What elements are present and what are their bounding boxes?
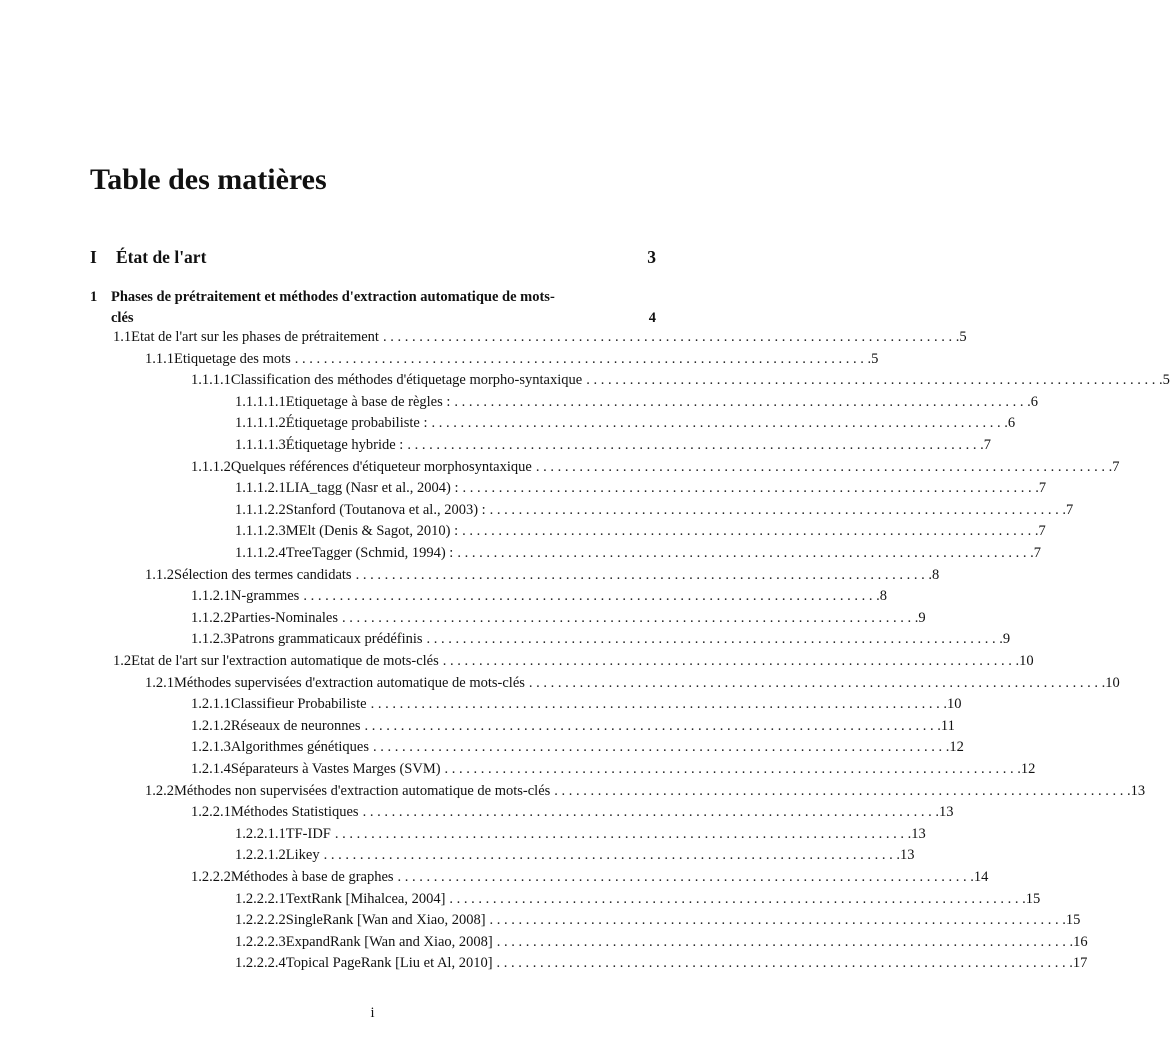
entry-number: 1.1.1.2.2 xyxy=(235,501,286,518)
entry-number: 1.1.2.2 xyxy=(191,609,231,626)
dot-leader: . . . . . . . . . . . . . . . . . . . . . . . . . . . . . . . . . . . . . . . . . . . . . . . . . . . . . . . . . . . . . . . . . . . . . . . . . . . . . . . . xyxy=(528,674,1106,691)
entry-number: 1.1 xyxy=(113,329,132,345)
entry-number: 1.1.1.1 xyxy=(191,372,231,389)
entry-title: Méthodes supervisées d'extraction automatique de mots-clés xyxy=(174,674,525,691)
part-number: I xyxy=(90,247,97,267)
entry-number: 1.1.2 xyxy=(145,566,174,583)
entry-title: TF-IDF xyxy=(285,825,331,842)
entry-page: 7 xyxy=(1038,523,1046,540)
toc-entry[interactable] xyxy=(235,415,1016,435)
toc-entry[interactable] xyxy=(235,545,1041,565)
entry-page: 17 xyxy=(1072,955,1088,972)
dot-leader: . . . . . . . . . . . . . . . . . . . . . . . . . . . . . . . . . . . . . . . . . . . . . . . . . . . . . . . . . . . . . . . . . . . . . . . . . . . . . . . . xyxy=(334,825,912,842)
entry-title: Etat de l'art sur l'extraction automatique de mots-clés xyxy=(131,653,439,669)
entry-title: Séparateurs à Vastes Marges (SVM) xyxy=(230,761,441,777)
entry-page: 7 xyxy=(1038,480,1047,497)
entry-title: Classifieur Probabiliste xyxy=(230,696,367,713)
entry-page: 7 xyxy=(1033,545,1041,561)
toc-entry[interactable] xyxy=(235,393,1039,414)
dot-leader: . . . . . . . . . . . . . . . . . . . . . . . . . . . . . . . . . . . . . . . . . . . . . . . . . . . . . . . . . . . . . . . . . . . . . . . . . . . . . . . . xyxy=(373,739,950,756)
entry-number: 1.2.1.4 xyxy=(191,761,231,777)
entry-page: 16 xyxy=(1073,933,1088,950)
entry-title: Etat de l'art sur les phases de prétraitement xyxy=(131,329,379,345)
entry-title: Etiquetage à base de règles : xyxy=(285,393,451,410)
entry-number: 1.2.2.2.3 xyxy=(235,933,286,950)
entry-page: 6 xyxy=(1030,393,1039,410)
dot-leader: . . . . . . . . . . . . . . . . . . . . . . . . . . . . . . . . . . . . . . . . . . . . . . . . . . . . . . . . . . . . . . . . . . . . . . . . . . . . . . . . xyxy=(407,437,984,453)
dot-leader: . . . . . . . . . . . . . . . . . . . . . . . . . . . . . . . . . . . . . . . . . . . . . . . . . . . . . . . . . . . . . . . . . . . . . . . . . . . . . . . . xyxy=(444,761,1021,777)
toc-part-entry[interactable] xyxy=(90,247,656,268)
dot-leader: . . . . . . . . . . . . . . . . . . . . . . . . . . . . . . . . . . . . . . . . . . . . . . . . . . . . . . . . . . . . . . . . . . . . . . . . . . . . . . . . xyxy=(397,869,974,885)
entry-page: 12 xyxy=(949,739,964,756)
entry-title: Méthodes à base de graphes xyxy=(230,869,394,885)
toc-entry[interactable] xyxy=(235,825,926,846)
entry-title: Quelques références d'étiqueteur morphosyntaxique xyxy=(230,458,532,475)
entry-title: Likey xyxy=(285,847,320,864)
entry-number: 1.2.1.3 xyxy=(191,739,231,756)
dot-leader: . . . . . . . . . . . . . . . . . . . . . . . . . . . . . . . . . . . . . . . . . . . . . . . . . . . . . . . . . . . . . . . . . . . . . . . . . . . . . . . . xyxy=(496,933,1074,950)
dot-leader: . . . . . . . . . . . . . . . . . . . . . . . . . . . . . . . . . . . . . . . . . . . . . . . . . . . . . . . . . . . . . . . . . . . . . . . . . . . . . . . . xyxy=(323,847,900,864)
dot-leader: . . . . . . . . . . . . . . . . . . . . . . . . . . . . . . . . . . . . . . . . . . . . . . . . . . . . . . . . . . . . . . . . . . . . . . . . . . . . . . . . xyxy=(303,588,880,605)
entry-number: 1.2.2.1.2 xyxy=(235,847,286,864)
entry-number: 1.2.2.1.1 xyxy=(235,825,286,842)
entry-number: 1.1.1.2.4 xyxy=(235,545,286,561)
entry-page: 15 xyxy=(1065,912,1081,929)
entry-number: 1.1.2.3 xyxy=(191,631,231,648)
entry-page: 13 xyxy=(938,804,954,821)
dot-leader: . . . . . . . . . . . . . . . . . . . . . . . . . . . . . . . . . . . . . . . . . . . . . . . . . . . . . . . . . . . . . . . . . . . . . . . . . . . . . . . . xyxy=(489,501,1067,518)
dot-leader: . . . . . . . . . . . . . . . . . . . . . . . . . . . . . . . . . . . . . . . . . . . . . . . . . . . . . . . . . . . . . . . . . . . . . . . . . . . . . . . . xyxy=(442,653,1020,669)
chapter-page: 4 xyxy=(648,310,656,326)
toc-entry[interactable] xyxy=(113,653,1034,673)
toc-entry[interactable] xyxy=(191,458,1120,479)
toc-entry[interactable] xyxy=(145,566,940,587)
entry-title: Patrons grammaticaux prédéfinis xyxy=(230,631,423,648)
dot-leader: . . . . . . . . . . . . . . . . . . . . . . . . . . . . . . . . . . . . . . . . . . . . . . . . . . . . . . . . . . . . . . . . . . . . . . . . . . . . . . . . xyxy=(489,912,1066,929)
entry-title: ExpandRank [Wan and Xiao, 2008] xyxy=(285,933,493,950)
entry-number: 1.2.2.2.2 xyxy=(235,912,286,929)
entry-number: 1.2.1.1 xyxy=(191,696,231,713)
dot-leader: . . . . . . . . . . . . . . . . . . . . . . . . . . . . . . . . . . . . . . . . . . . . . . . . . . . . . . . . . . . . . . . . . . . . . . . . . . . . . . . . xyxy=(426,631,1003,648)
dot-leader: . . . . . . . . . . . . . . . . . . . . . . . . . . . . . . . . . . . . . . . . . . . . . . . . . . . . . . . . . . . . . . . . . . . . . . . . . . . . . . . . xyxy=(449,890,1026,907)
entry-number: 1.2.1.2 xyxy=(191,717,231,734)
toc-entry[interactable] xyxy=(235,955,1088,975)
entry-page: 7 xyxy=(1112,458,1120,475)
entry-page: 13 xyxy=(1130,782,1146,799)
part-page: 3 xyxy=(647,247,656,267)
toc-entry[interactable] xyxy=(235,523,1046,543)
entry-number: 1.1.1.2.1 xyxy=(235,480,286,497)
dot-leader: . . . . . . . . . . . . . . . . . . . . . . . . . . . . . . . . . . . . . . . . . . . . . . . . . . . . . . . . . . . . . . . . . . . . . . . . . . . . . . . . xyxy=(462,480,1039,497)
dot-leader: . . . . . . . . . . . . . . . . . . . . . . . . . . . . . . . . . . . . . . . . . . . . . . . . . . . . . . . . . . . . . . . . . . . . . . . . . . . . . . . . xyxy=(370,696,947,713)
entry-title: SingleRank [Wan and Xiao, 2008] xyxy=(285,912,486,929)
dot-leader: . . . . . . . . . . . . . . . . . . . . . . . . . . . . . . . . . . . . . . . . . . . . . . . . . . . . . . . . . . . . . . . . . . . . . . . . . . . . . . . . xyxy=(454,393,1031,410)
page-title: Table des matières xyxy=(90,163,327,196)
entry-number: 1.1.1.2.3 xyxy=(235,523,286,540)
toc-entry[interactable] xyxy=(235,890,1041,911)
entry-page: 11 xyxy=(940,717,955,734)
entry-title: Topical PageRank [Liu et Al, 2010] xyxy=(285,955,493,972)
entry-title: Étiquetage hybride : xyxy=(285,437,404,453)
entry-page: 5 xyxy=(1162,372,1170,389)
entry-title: Méthodes Statistiques xyxy=(230,804,359,821)
entry-title: Sélection des termes candidats xyxy=(174,566,352,583)
entry-title: Réseaux de neuronnes xyxy=(230,717,361,734)
chapter-title-line2: clés xyxy=(111,310,134,326)
dot-leader: . . . . . . . . . . . . . . . . . . . . . . . . . . . . . . . . . . . . . . . . . . . . . . . . . . . . . . . . . . . . . . . . . . . . . . . . . . . . . . . . xyxy=(342,609,919,626)
dot-leader: . . . . . . . . . . . . . . . . . . . . . . . . . . . . . . . . . . . . . . . . . . . . . . . . . . . . . . . . . . . . . . . . . . . . . . . . . . . . . . . . xyxy=(462,523,1039,540)
toc-entry[interactable] xyxy=(145,674,1120,695)
entry-page: 8 xyxy=(879,588,887,605)
entry-number: 1.2.2.2.1 xyxy=(235,890,286,907)
dot-leader: . . . . . . . . . . . . . . . . . . . . . . . . . . . . . . . . . . . . . . . . . . . . . . . . . . . . . . . . . . . . . . . . . . . . . . . . . . . . . . . . xyxy=(431,415,1008,432)
entry-number: 1.1.1 xyxy=(145,350,174,367)
dot-leader: . . . . . . . . . . . . . . . . . . . . . . . . . . . . . . . . . . . . . . . . . . . . . . . . . . . . . . . . . . . . . . . . . . . . . . . . . . . . . . . . xyxy=(294,350,872,367)
entry-page: 5 xyxy=(871,350,879,367)
entry-page: 13 xyxy=(911,825,926,842)
toc-entry[interactable] xyxy=(145,782,1146,803)
entry-title: Stanford (Toutanova et al., 2003) : xyxy=(285,501,486,518)
dot-leader: . . . . . . . . . . . . . . . . . . . . . . . . . . . . . . . . . . . . . . . . . . . . . . . . . . . . . . . . . . . . . . . . . . . . . . . . . . . . . . . . xyxy=(457,545,1034,561)
entry-number: 1.2.2 xyxy=(145,782,174,799)
entry-page: 15 xyxy=(1025,890,1041,907)
entry-page: 7 xyxy=(983,437,991,453)
entry-number: 1.1.1.1.3 xyxy=(235,437,286,453)
entry-number: 1.1.1.2 xyxy=(191,458,231,475)
entry-page: 10 xyxy=(1019,653,1034,669)
dot-leader: . . . . . . . . . . . . . . . . . . . . . . . . . . . . . . . . . . . . . . . . . . . . . . . . . . . . . . . . . . . . . . . . . . . . . . . . . . . . . . . . xyxy=(586,372,1163,389)
toc-entry[interactable] xyxy=(191,696,962,716)
toc-entry[interactable] xyxy=(191,804,954,824)
dot-leader: . . . . . . . . . . . . . . . . . . . . . . . . . . . . . . . . . . . . . . . . . . . . . . . . . . . . . . . . . . . . . . . . . . . . . . . . . . . . . . . . xyxy=(364,717,941,734)
entry-page: 9 xyxy=(918,609,926,626)
dot-leader: . . . . . . . . . . . . . . . . . . . . . . . . . . . . . . . . . . . . . . . . . . . . . . . . . . . . . . . . . . . . . . . . . . . . . . . . . . . . . . . . xyxy=(554,782,1131,799)
dot-leader: . . . . . . . . . . . . . . . . . . . . . . . . . . . . . . . . . . . . . . . . . . . . . . . . . . . . . . . . . . . . . . . . . . . . . . . . . . . . . . . . xyxy=(382,329,960,345)
dot-leader: . . . . . . . . . . . . . . . . . . . . . . . . . . . . . . . . . . . . . . . . . . . . . . . . . . . . . . . . . . . . . . . . . . . . . . . . . . . . . . . . xyxy=(362,804,939,821)
entry-page: 13 xyxy=(899,847,915,864)
toc-entry[interactable] xyxy=(235,480,1047,500)
entry-title: Parties-Nominales xyxy=(230,609,338,626)
chapter-title-line1: Phases de prétraitement et méthodes d'extraction automatique de mots- xyxy=(111,289,555,305)
entry-title: TreeTagger (Schmid, 1994) : xyxy=(285,545,454,561)
toc-entry[interactable] xyxy=(191,761,1036,781)
toc-entry[interactable] xyxy=(235,933,1088,954)
entry-title: LIA_tagg (Nasr et al., 2004) : xyxy=(285,480,459,497)
entry-page: 9 xyxy=(1002,631,1011,648)
dot-leader: . . . . . . . . . . . . . . . . . . . . . . . . . . . . . . . . . . . . . . . . . . . . . . . . . . . . . . . . . . . . . . . . . . . . . . . . . . . . . . . . xyxy=(496,955,1073,972)
entry-number: 1.1.2.1 xyxy=(191,588,231,605)
entry-title: Etiquetage des mots xyxy=(174,350,291,367)
entry-page: 12 xyxy=(1020,761,1036,777)
entry-number: 1.2.2.2 xyxy=(191,869,231,885)
entry-title: N-grammes xyxy=(230,588,300,605)
toc-entry[interactable] xyxy=(235,847,915,867)
dot-leader: . . . . . . . . . . . . . . . . . . . . . . . . . . . . . . . . . . . . . . . . . . . . . . . . . . . . . . . . . . . . . . . . . . . . . . . . . . . . . . . . xyxy=(535,458,1113,475)
entry-title: Étiquetage probabiliste : xyxy=(285,415,428,432)
entry-title: Méthodes non supervisées d'extraction automatique de mots-clés xyxy=(174,782,551,799)
dot-leader: . . . . . . . . . . . . . . . . . . . . . . . . . . . . . . . . . . . . . . . . . . . . . . . . . . . . . . . . . . . . . . . . . . . . . . . . . . . . . . . . xyxy=(355,566,932,583)
part-title: État de l'art xyxy=(116,247,207,267)
toc-entry[interactable] xyxy=(235,501,1074,522)
entry-page: 8 xyxy=(931,566,940,583)
entry-number: 1.2.1 xyxy=(145,674,174,691)
entry-number: 1.1.1.1.1 xyxy=(235,393,286,410)
entry-page: 6 xyxy=(1007,415,1016,432)
toc-entry[interactable] xyxy=(191,739,964,759)
entry-number: 1.2.2.2.4 xyxy=(235,955,286,972)
toc-entry[interactable] xyxy=(235,437,991,457)
toc-entry[interactable] xyxy=(191,631,1011,651)
entry-page: 10 xyxy=(1105,674,1120,691)
entry-title: Classification des méthodes d'étiquetage morpho-syntaxique xyxy=(230,372,583,389)
entry-page: 14 xyxy=(973,869,989,885)
toc-entry[interactable] xyxy=(191,588,887,608)
toc-entry[interactable] xyxy=(145,350,879,371)
entry-title: TextRank [Mihalcea, 2004] xyxy=(285,890,446,907)
entry-title: Algorithmes génétiques xyxy=(230,739,370,756)
page-number-footer: i xyxy=(370,1005,375,1021)
entry-page: 7 xyxy=(1066,501,1074,518)
toc-entry[interactable] xyxy=(191,869,989,889)
entry-number: 1.2 xyxy=(113,653,132,669)
toc-entry[interactable] xyxy=(191,717,955,738)
toc-entry[interactable] xyxy=(191,372,1170,392)
toc-entry[interactable] xyxy=(113,329,967,349)
entry-page: 10 xyxy=(946,696,962,713)
toc-entry[interactable] xyxy=(191,609,926,630)
entry-number: 1.1.1.1.2 xyxy=(235,415,286,432)
toc-entry[interactable] xyxy=(235,912,1081,932)
entry-number: 1.2.2.1 xyxy=(191,804,231,821)
entry-title: MElt (Denis & Sagot, 2010) : xyxy=(285,523,459,540)
entry-page: 5 xyxy=(959,329,967,345)
chapter-number: 1 xyxy=(90,289,98,305)
